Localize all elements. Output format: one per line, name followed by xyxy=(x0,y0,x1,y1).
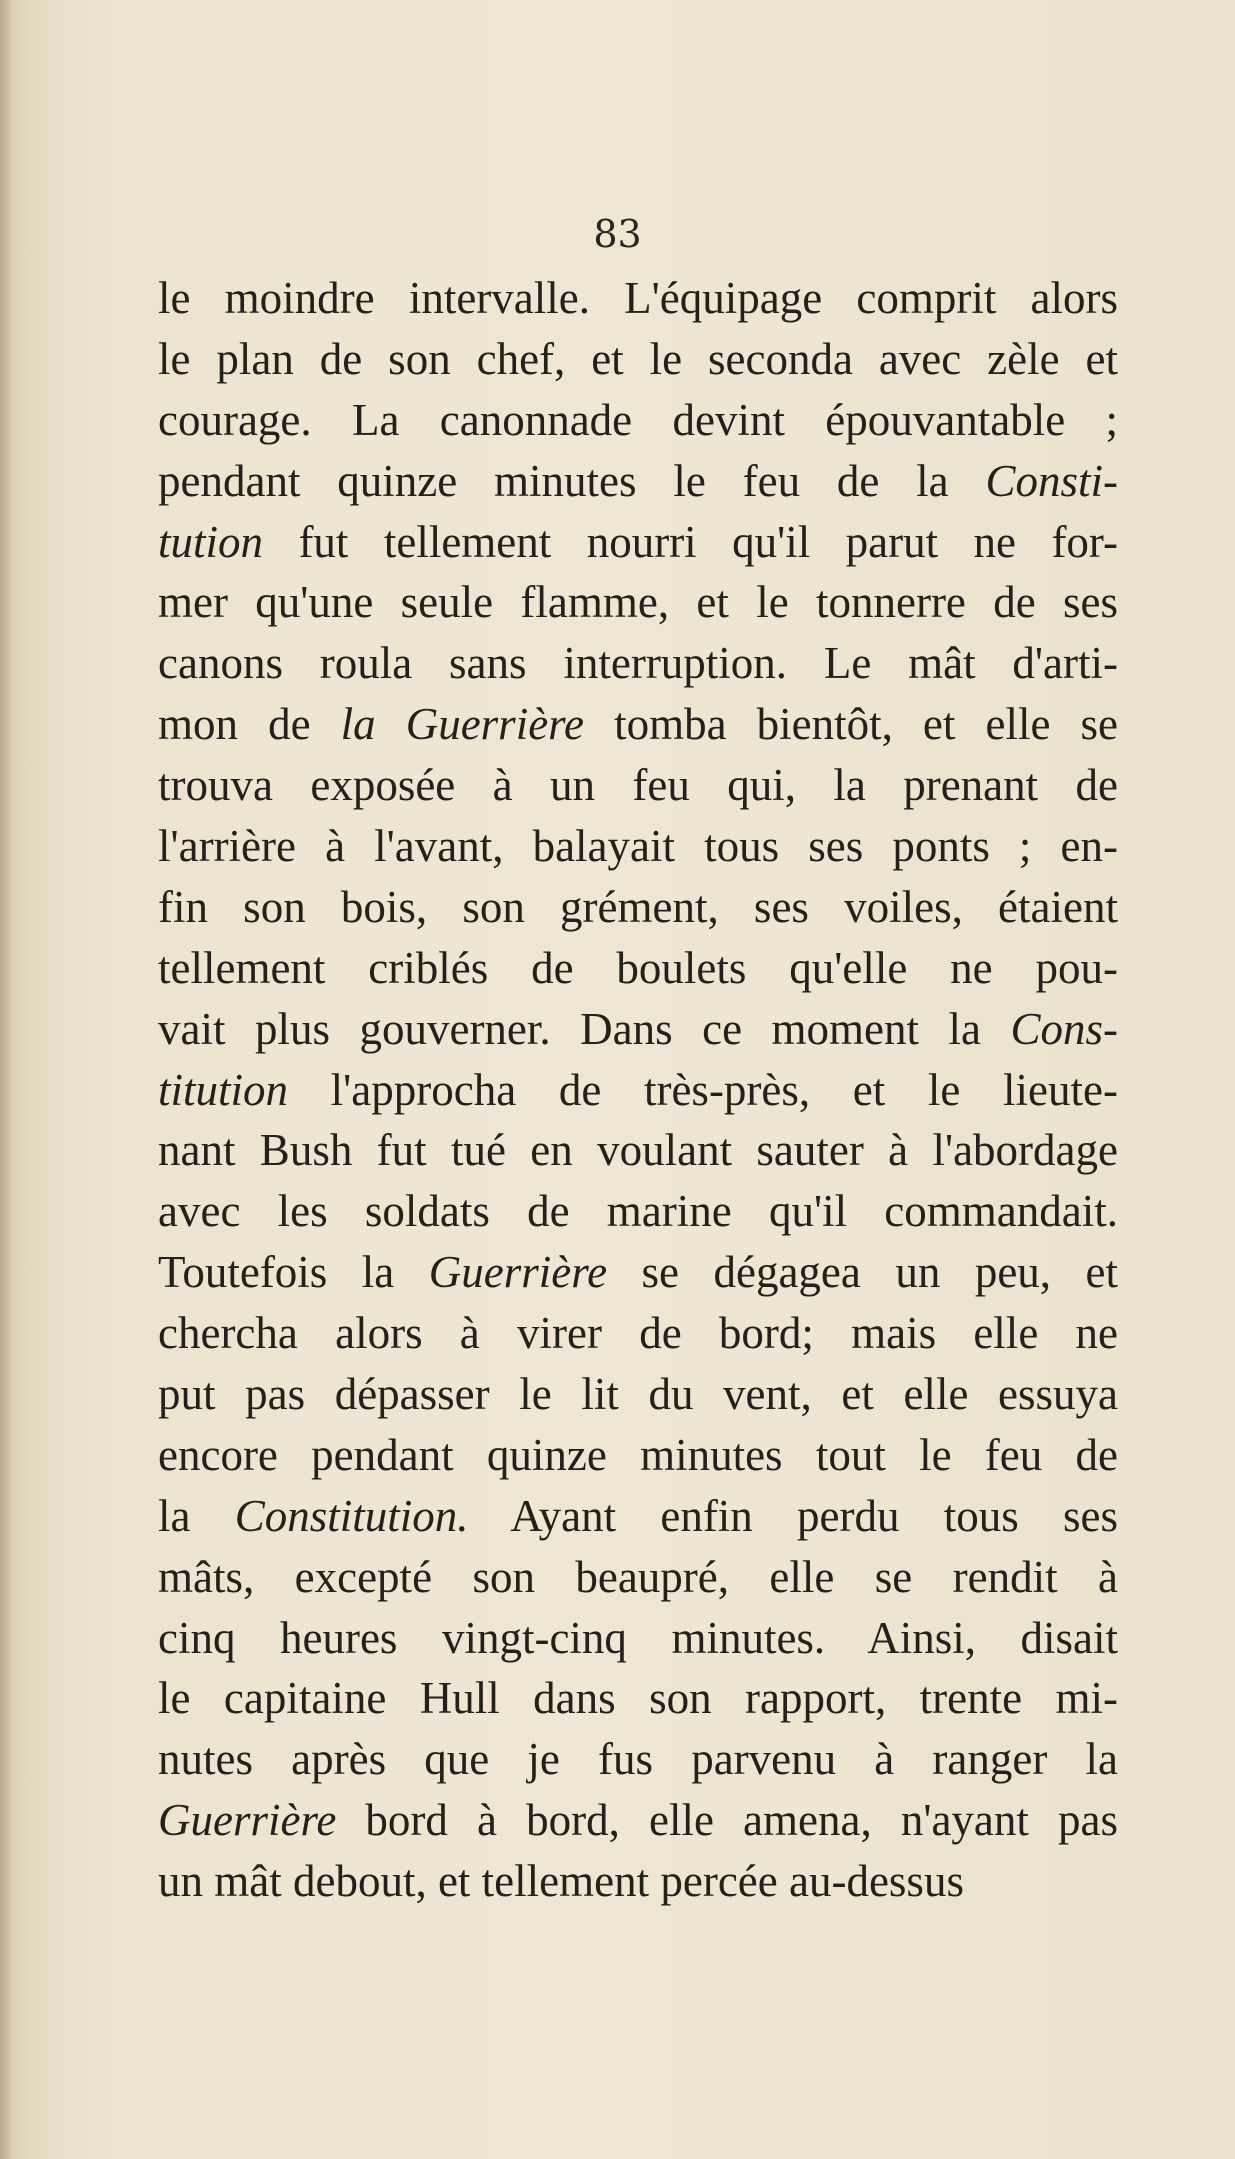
text-run: bord à bord, elle amena, n'ayant pas xyxy=(336,1795,1118,1846)
text-run: un mât debout, et tellement percée au-dessus xyxy=(158,1856,964,1907)
text-line xyxy=(158,999,1118,1060)
text-run: se dégagea un peu, et xyxy=(607,1247,1119,1298)
text-run: l'arrière à l'avant, balayait tous ses ponts ; en- xyxy=(158,821,1118,872)
text-line xyxy=(158,329,1118,390)
text-run: mon de xyxy=(158,699,341,750)
text-run: avec les soldats de marine qu'il commandait. xyxy=(158,1186,1118,1237)
text-run: l'approcha de très-près, et le lieute- xyxy=(288,1064,1118,1115)
text-line xyxy=(158,1242,1118,1303)
italic-ship-name: la Guerrière xyxy=(340,699,584,750)
text-line xyxy=(158,755,1118,816)
text-line xyxy=(158,1364,1118,1425)
text-line xyxy=(158,1303,1118,1364)
italic-ship-name: tution xyxy=(158,516,264,567)
page-number: 83 xyxy=(593,212,642,256)
page-gutter-shadow xyxy=(0,0,14,2159)
text-run: nutes après que je fus parvenu à ranger la xyxy=(158,1734,1118,1785)
text-line xyxy=(158,1120,1118,1181)
text-run: tellement criblés de boulets qu'elle ne pou- xyxy=(158,942,1118,993)
text-line xyxy=(158,1425,1118,1486)
text-line xyxy=(158,1486,1118,1547)
text-run: le plan de son chef, et le seconda avec zèle et xyxy=(158,333,1118,384)
text-line xyxy=(158,877,1118,938)
text-run: Toutefois la xyxy=(158,1247,429,1298)
text-run: canons roula sans interruption. Le mât d'arti- xyxy=(158,638,1118,689)
text-line xyxy=(158,1790,1118,1851)
text-run: mâts, excepté son beaupré, elle se rendit à xyxy=(158,1551,1118,1602)
italic-ship-name: Guerrière xyxy=(158,1795,337,1846)
text-run: Ayant enfin perdu tous ses xyxy=(468,1490,1118,1541)
text-line xyxy=(158,694,1118,755)
text-line xyxy=(158,451,1118,512)
text-run: le capitaine Hull dans son rapport, trente mi- xyxy=(158,1673,1118,1724)
text-run: mer qu'une seule flamme, et le tonnerre de ses xyxy=(158,577,1118,628)
body-text xyxy=(158,268,1118,1912)
italic-ship-name: titution xyxy=(158,1064,289,1115)
text-line xyxy=(158,512,1118,573)
text-run: le moindre intervalle. L'équipage comprit alors xyxy=(158,273,1118,323)
italic-ship-name: Consti- xyxy=(985,455,1118,506)
text-run: fin son bois, son grément, ses voiles, étaient xyxy=(158,881,1118,932)
text-run: trouva exposée à un feu qui, la prenant de xyxy=(158,760,1118,811)
text-run: put pas dépasser le lit du vent, et elle essuya xyxy=(158,1369,1118,1420)
italic-ship-name: Constitution. xyxy=(234,1490,469,1541)
text-run: chercha alors à virer de bord; mais elle ne xyxy=(158,1308,1118,1359)
text-line xyxy=(158,816,1118,877)
text-line xyxy=(158,572,1118,633)
text-line xyxy=(158,1851,1118,1912)
text-run: vait plus gouverner. Dans ce moment la xyxy=(158,1003,1011,1054)
text-line xyxy=(158,1547,1118,1608)
text-run: tomba bientôt, et elle se xyxy=(584,699,1118,750)
text-line xyxy=(158,1668,1118,1729)
text-line xyxy=(158,938,1118,999)
text-line xyxy=(158,633,1118,694)
text-line xyxy=(158,1181,1118,1242)
italic-ship-name: Guerrière xyxy=(428,1247,608,1298)
text-run: courage. La canonnade devint épouvantable ; xyxy=(158,394,1118,445)
italic-ship-name: Cons- xyxy=(1010,1003,1118,1054)
text-line xyxy=(158,1060,1118,1121)
text-line xyxy=(158,268,1118,329)
text-run: fut tellement nourri qu'il parut ne for- xyxy=(263,516,1118,567)
text-run: cinq heures vingt-cinq minutes. Ainsi, disait xyxy=(158,1612,1118,1663)
text-line xyxy=(158,390,1118,451)
text-run: pendant quinze minutes le feu de la xyxy=(158,455,986,506)
text-line xyxy=(158,1608,1118,1669)
text-run: encore pendant quinze minutes tout le feu de xyxy=(158,1429,1118,1480)
text-line xyxy=(158,1729,1118,1790)
text-run: nant Bush fut tué en voulant sauter à l'abordage xyxy=(158,1125,1118,1176)
text-run: la xyxy=(158,1490,235,1541)
